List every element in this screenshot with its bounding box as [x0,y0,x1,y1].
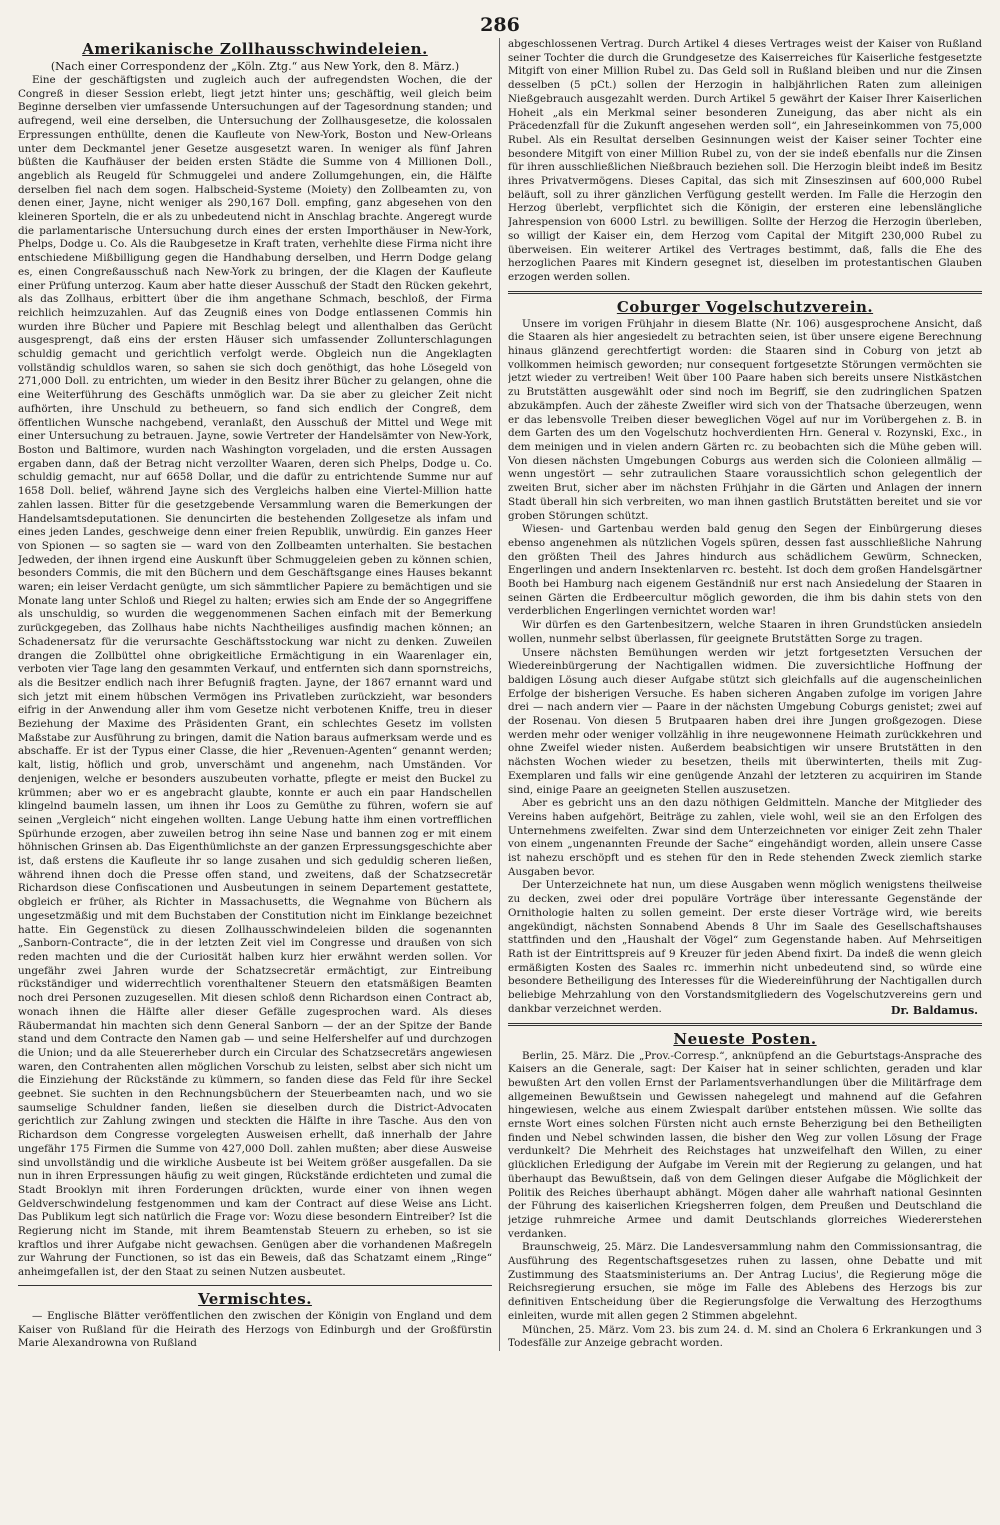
article-paragraph: Wiesen- und Gartenbau werden bald genug den Segen der Einbürgerung dieses ebenso angenehmen als nützlichen Vogels spüren, dessen fast ausschließliche Nahrung den größten Theil des Jahres hindurch aus schädlichem Gewürm, Schnecken, Engerlingen und andern Insektenlarven rc. besteht. Ist doch dem großen Handelsgärtner Booth bei Hamburg nach eigenem Geständniß nur erst nach Ansiedelung der Staaren in seinen Gärten die Erdbeercultur möglich geworden, die ihm bis dahin stets von den verderblichen Engerlingen vernichtet worden war! [508,523,982,618]
article-paragraph: Unsere nächsten Bemühungen werden wir jetzt fortgesetzten Versuchen der Wiedereinbürgerung der Nachtigallen widmen. Die zuversichtliche Hoffnung der baldigen Lösung auch dieser Aufgabe stützt sich gleichfalls auf die augenscheinlichen Erfolge der bisherigen Versuche. Es haben sicheren Angaben zufolge im vorigen Jahre drei — nach andern vier — Paare in der nächsten Umgebung Coburgs genistet; zwei auf der Rosenau. Von diesen 5 Brutpaaren haben drei ihre Jungen großgezogen. Diese werden mehr oder weniger vollzählig in ihre neugewonnene Heimath zurückkehren und ohne Zweifel wieder nisten. Außerdem beabsichtigen wir unsere Brutstätten in den nächsten Wochen wieder zu besetzen, theils mit überwinterten, theils mit Zug-Exemplaren und falls wir eine genügende Anzahl der letzteren zu acquiriren im Stande sind, einige Paare an geeigneten Stellen auszusetzen. [508,646,982,796]
signature: Dr. Baldamus. [890,1003,978,1017]
news-item-muenchen: München, 25. März. Vom 23. bis zum 24. d. M. sind an Cholera 6 Erkrankungen und 3 Todesfälle zur Anzeige gebracht worden. [508,1323,982,1350]
article-dateline: (Nach einer Correspondenz der „Köln. Ztg.“ aus New York, den 8. März.) [50,60,460,73]
left-column [18,38,500,1351]
article-paragraph: Wir dürfen es den Gartenbesitzern, welche Staaren in ihren Grundstücken ansiedeln wollen, nunmehr selbst überlassen, für geeignete Brutstätten Sorge zu tragen. [508,619,982,645]
article-title-vermischtes: Vermischtes. [198,1289,312,1308]
divider [508,291,982,294]
continued-paragraph: abgeschlossenen Vertrag. Durch Artikel 4 dieses Vertrages weist der Kaiser von Rußland seiner Tochter die durch die Grundgesetze des Kaiserreiches für Kaiserliche festgesetzte Mitgift von einer Million Rubel zu. Das Geld soll in Rußland bleiben und nur die Zinsen desselben (5 pCt.) sollen der Herzogin in halbjährlichen Raten zum alleinigen Nießgebrauch ausgezahlt werden. Durch Artikel 5 gewährt der Kaiser Ihrer Kaiserlichen Hoheit „als ein Merkmal seiner besonderen Zuneigung, das aber nicht als ein Präcedenzfall für die Zukunft angesehen werden soll“, ein Jahreseinkommen von 75,000 Rubel. Als ein Resultat derselben Gesinnungen weist der Kaiser seiner Tochter eine besondere Mitgift von einer Million Rubel zu, von der sie indeß ebenfalls nur die Zinsen für ihren ausschließlichen Nießbrauch beziehen soll. Die Herzogin bleibt indeß im Besitz ihres Privatvermögens. Dieses Capital, das sich mit Zinseszinsen auf 600,000 Rubel beläuft, soll zu ihrer gänzlichen Verfügung gestellt werden. Im Falle die Herzogin den Herzog überlebt, verpflichtet sich die Königin, der ersteren eine lebenslängliche Jahrespension von 6000 Lstrl. zu bewilligen. Sollte der Herzog die Herzogin überleben, so willigt der Kaiser ein, dem Herzog vom Capital der Mitgift 230,000 Rubel zu überweisen. Ein weiterer Artikel des Vertrages bestimmt, daß, falls die Ehe des herzoglichen Paares mit Kindern gesegnet ist, dieselben im protestantischen Glauben erzogen werden sollen. [508,38,982,283]
article-title-neueste-posten: Neueste Posten. [673,1029,817,1048]
article-paragraph: — Englische Blätter veröffentlichen den zwischen der Königin von England und dem Kaiser von Rußland für die Heirath des Herzogs von Edinburgh und der Großfürstin Marie Alexandrowna von Rußland [18,1309,492,1350]
columns [18,38,982,1351]
news-item-braunschweig: Braunschweig, 25. März. Die Landesversammlung nahm den Commissionsantrag, die Ausführung des Regentschaftsgesetzes ruhen zu lassen, ohne Debatte und mit Zustimmung des Staatsministeriums an. Der Antrag Lucius', die Regierung möge die Reichsregierung ersuchen, sie möge im Falle des Ablebens des Herzogs bis zur definitiven Entscheidung über die Regierungsfolge die Verwaltung des Herzogthums einleiten, wurde mit allen gegen 2 Stimmen abgelehnt. [508,1241,982,1322]
article-paragraph: Eine der geschäftigsten und zugleich auch der aufregendsten Wochen, die der Congreß in dieser Session erlebt, liegt jetzt hinter uns; geschäftig, weil gleich beim Beginne derselben vier umfassende Untersuchungen auf der Tagesordnung standen; und aufregend, weil eine derselben, die Untersuchung der Zollhausgesetze, die kolossalen Erpressungen enthüllte, denen die Kaufleute von New-York, Boston und New-Orleans unter dem Deckmantel jener Gesetze ausgesetzt waren. In weniger als fünf Jahren büßten die Kaufhäuser der beiden ersten Städte die Summe von 4 Millionen Doll., angeblich als Reugeld für Schmuggelei und andere Zollumgehungen, ein, die Hälfte derselben fiel nach dem sogen. Halbscheid-Systeme (Moiety) den Zollbeamten zu, von denen einer, Jayne, nicht weniger als 290,167 Doll. empfing, ganz abgesehen von den kleineren Sporteln, die er als zu unbedeutend nicht in Anschlag brachte. Angeregt wurde die parlamentarische Untersuchung durch eines der ersten Importhäuser in New-York, Phelps, Dodge u. Co. Als die Raubgesetze in Kraft traten, verhehlte diese Firma nicht ihre entschiedene Mißbilligung gegen die Handhabung derselben, und Herrn Dodge gelang es, einen Congreßausschuß nach New-York zu bringen, der die Klagen der Kaufleute einer Prüfung unterzog. Kaum aber hatte dieser Ausschuß der Stadt den Rücken gekehrt, als das Zollhaus, erbittert über die ihm angethane Schmach, beschloß, der Firma reichlich heimzuzahlen. Auf das Zeugniß eines von Dodge entlassenen Commis hin wurden ihre Bücher und Papiere mit Beschlag belegt und allenthalben das Gerücht ausgesprengt, daß eins der ersten Häuser sich umfassender Zollunterschlagungen schuldig gemacht und gerichtlich verfolgt werde. Obgleich nun die Angeklagten vollständig schuldlos waren, so sahen sie sich doch genöthigt, das hohe Lösegeld von 271,000 Doll. zu entrichten, um wieder in den Besitz ihrer Bücher zu gelangen, ohne die eine Weiterführung des Geschäfts unmöglich war. Da sie aber zu gleicher Zeit nicht aufhörten, ihre Unschuld zu betheuern, so fand sich endlich der Congreß, dem öffentlichen Wunsche nachgebend, veranlaßt, den Ausschuß der Mittel und Wege mit einer Untersuchung zu betrauen. Jayne, sowie Vertreter der Handelsämter von New-York, Boston und Baltimore, wurden nach Washington vorgeladen, und die ersten Aussagen ergaben dann, daß der Betrag nicht verzollter Waaren, deren sich Phelps, Dodge u. Co. schuldig gemacht, nur auf 6658 Dollar, und die dafür zu entrichtende Summe nur auf 1658 Doll. belief, während Jayne sich des Vergleichs halben eine Viertel-Million hatte zahlen lassen. Bitter für die gesetzgebende Versammlung waren die Bemerkungen der Handelsamtsdeputationen. Sie denuncirten die bestehenden Zollgesetze als infam und eines jeden Landes, geschweige denn einer freien Republik, unwürdig. Ein ganzes Heer von Spionen — so sagten sie — ward von den Zollbeamten unterhalten. Sie bestachen Jedweden, der ihnen irgend eine Auskunft über Schmuggeleien geben zu können schien, besonders Commis, die mit den Büchern und dem Geschäftsgange eines Hauses bekannt waren; ein leiser Verdacht genügte, um sich sämmtlicher Papiere zu bemächtigen und sie Monate lang unter Schloß und Riegel zu halten; erwies sich am Ende der so Angegriffene als unschuldig, so wurden die weggenommenen Sachen einfach mit der Bemerkung zurückgegeben, das Zollhaus habe nichts Nachtheiliges ausfindig machen können; an Schadenersatz für die verursachte Geschäftsstockung war nicht zu denken. Zuweilen drangen die Zollbüttel ohne obrigkeitliche Ermächtigung in ein Waarenlager ein, verboten vier Tage lang den gesammten Verkauf, und entfernten sich dann spornstreichs, als die Besitzer endlich nach ihrer Befugniß fragten. Jayne, der 1867 ernannt ward und sich jetzt mit einem hübschen Vermögen ins Privatleben zurückzieht, war besonders eifrig in der Anwendung aller ihm vom Gesetze nicht verbotenen Kniffe, treu in dieser Beziehung der Maxime des Präsidenten Grant, ein schlechtes Gesetz im vollsten Maßstabe zur Ausführung zu bringen, damit die Nation baraus aufmerksam werde und es abschaffe. Er ist der Typus einer Classe, die hier „Revenuen-Agenten“ genannt werden; kalt, listig, höflich und grob, unverschämt und angenehm, nach Umständen. Vor denjenigen, welche er besonders auszubeuten vorhatte, pflegte er meist den Buckel zu krümmen; aber wo er es angebracht glaubte, konnte er auch ein paar Handschellen klingelnd baumeln lassen, um ihnen ihr Loos zu Gemüthe zu führen, wofern sie auf seinen „Vergleich“ nicht eingehen wollten. Lange Uebung hatte ihm einen vortrefflichen Spürhunde erzogen, aber zuweilen betrog ihn seine Nase und bannen zog er mit einem höhnischen Grinsen ab. Das Eigenthümlichste an der ganzen Erpressungsgeschichte aber ist, daß erstens die Kaufleute ihr so lange zusahen und sich geduldig scheren ließen, während ihnen doch die Presse offen stand, und zweitens, daß der Schatzsecretär Richardson diese Confiscationen und Ausbeutungen in seinem Departement gestattete, obgleich er früher, als Richter in Massachusetts, die Wegnahme von Büchern als ungesetzmäßig und mit dem Buchstaben der Constitution nicht im Einklange bezeichnet hatte. Ein Gegenstück zu diesen Zollhausschwindeleien bilden die sogenannten „Sanborn-Contracte“, die in der letzten Zeit viel im Congresse und draußen von sich reden machten und die der Curiosität halben kurz hier erwähnt werden sollen. Vor ungefähr zwei Jahren wurde der Schatzsecretär ermächtigt, zur Eintreibung rückständiger und widerrechtlich vorenthaltener Steuern den etatsmäßigen Beamten noch drei Personen zuzugesellen. Mit diesen schloß denn Richardson einen Contract ab, wonach ihnen die Hälfte aller dieser Gefälle zugesprochen ward. Als dieses Räubermandat hin machten sich denn General Sanborn — der an der Spitze der Bande stand und dem Contracte den Namen gab — und seine Helfershelfer auf und durchzogen die Union; und da alle Steuererheber durch ein Circular des Schatzsecretärs angewiesen waren, den Contrahenten allen möglichen Vorschub zu leisten, selbst aber sich nicht um die Einziehung der Rückstände zu kümmern, so fanden diese das Feld für ihre Seckel geebnet. Sie suchten in den Rechnungsbüchern der Steuerbeamten nach, und wo sie saumselige Schuldner fanden, ließen sie dieselben durch die District-Advocaten gerichtlich zur Zahlung zwingen und steckten die Hälfte in ihre Tasche. Aus den von Richardson dem Congresse vorgelegten Ausweisen erhellt, daß innerhalb der Jahre ungefähr 175 Firmen die Summe von 427,000 Doll. zahlen mußten; aber diese Ausweise sind unvollständig und die wirkliche Ausbeute ist bei Weitem größer ausgefallen. Da sie nun in ihren Erpressungen häufig zu weit gingen, Rückstände erdichteten und zumal die Stadt Brooklyn mit ihren Forderungen drückten, wurde einer von ihnen wegen Geldverschwindelung festgenommen und kam der Contract auf diese Weise ans Licht. Das Publikum legt sich natürlich die Frage vor: Wozu diese besondern Eintreiber? Ist die Regierung nicht im Stande, mit ihrem Beamtenstab Steuern zu erheben, so ist sie kraftlos und ihrer Aufgabe nicht gewachsen. Genügen aber die vorhandenen Maßregeln zur Wahrung der Functionen, so ist das ein Beweis, daß das Schatzamt einem „Ringe“ anheimgefallen ist, der den Staat zu seinen Nutzen ausbeutet. [18,74,492,1279]
article-paragraph: Unsere im vorigen Frühjahr in diesem Blatte (Nr. 106) ausgesprochene Ansicht, daß die Staaren als hier angesiedelt zu betrachten seien, ist über unsere eigene Berechnung hinaus glänzend gerechtfertigt worden: die Staaren sind in Coburg von jetzt ab vollkommen heimisch geworden; nur consequent fortgesetzte Störungen vermöchten sie jetzt wieder zu vertreiben! Weit über 100 Paare haben sich bereits unsere Nistkästchen zu Brutstätten ausgewählt oder sind noch im Begriff, sie den zudringlichen Spatzen abzukämpfen. Auch der zäheste Zweifler wird sich von der Thatsache überzeugen, wenn er das lebensvolle Treiben dieser beweglichen Vögel auf nur im Vorübergehen z. B. in dem Garten des um den Vogelschutz hochverdienten Hrn. General v. Rozynski, Exc., in dem meinigen und in vielen andern Gärten rc. zu beobachten sich die Mühe geben will. Von diesen nächsten Umgebungen Coburgs aus werden sich die Colonieen allmälig — wenn ungestört — sehr zutraulichen Staare voraussichtlich schon gelegentlich der zweiten Brut, sicher aber im nächsten Frühjahr in die Gärten und Anlagen der innern Stadt überall hin sich verbreiten, wo man ihnen gastlich Brutstätten bereitet und sie vor groben Störungen schützt. [508,317,982,522]
page-number: 286 [480,14,520,36]
divider [508,1023,982,1026]
article-paragraph: Der Unterzeichnete hat nun, um diese Ausgaben wenn möglich wenigstens theilweise zu decken, zwei oder drei populäre Vorträge über interessante Gegenstände der Ornithologie halten zu sollen gemeint. Der erste dieser Vorträge wird, wie bereits angekündigt, nächsten Sonnabend Abends 8 Uhr im Saale des Gesellschaftshauses stattfinden und den „Haushalt der Vögel“ zum Gegenstande haben. Auf Mehrseitigen Rath ist der Eintrittspreis auf 9 Kreuzer für jeden Abend fixirt. Da indeß die wenn gleich ermäßigten Kosten des Saales rc. immerhin nicht unbedeutend sind, so würde eine besondere Betheiligung des Interesses für die Wiedereinführung der Nachtigallen durch beliebige Mehrzahlung von den Vorstandsmitgliedern des Vogelschutzvereins gern und dankbar verzeichnet werden. [508,879,982,1015]
article-title-vogelschutz: Coburger Vogelschutzverein. [616,297,874,316]
divider [18,1285,492,1286]
right-column [508,38,982,1351]
news-item-berlin: Berlin, 25. März. Die „Prov.-Corresp.“, anknüpfend an die Geburtstags-Ansprache des Kaisers an die Generale, sagt: Der Kaiser hat in seiner schlichten, geraden und klar bewußten Art den vollen Ernst der Parlamentsverhandlungen über die Militärfrage dem allgemeinen Bewußtsein und Gewissen nahegelegt und mahnend auf die Gefahren hingewiesen, welche aus einem Zwiespalt darüber entstehen müssen. Wie sollte das ernste Wort eines solchen Fürsten nicht auch ernste Beherzigung bei den Betheiligten finden und Nebel schwinden lassen, die bisher den Weg zur vollen Lösung der Frage verdunkelt? Die Mehrheit des Reichstages hat unzweifelhaft den Willen, zu einer glücklichen Erledigung der Aufgabe im Verein mit der Regierung zu gelangen, und hat überhaupt das Bewußtsein, daß von dem Gelingen dieser Aufgabe die Möglichkeit der Politik des Reiches überhaupt abhängt. Mögen daher alle wahrhaft national Gesinnten der Führung des kaiserlichen Kriegsherren folgen, dem Preußen und Deutschland die jetzige ruhmreiche Armee und damit Deutschlands glorreiches Wiedererstehen verdanken. [508,1049,982,1240]
article-paragraph: Aber es gebricht uns an den dazu nöthigen Geldmitteln. Manche der Mitglieder des Vereins haben aufgehört, Beiträge zu zahlen, viele wohl, weil sie an den Erfolgen des Unternehmens zweifelten. Zwar sind dem Unterzeichneten vor einiger Zeit zehn Thaler von einem „ungenannten Freunde der Sache“ eingehändigt worden, allein unsere Casse ist nahezu erschöpft und es stehen für den in Rede stehenden Zweck ziemlich starke Ausgaben bevor. [508,797,982,878]
article-title-zollhaus: Amerikanische Zollhausschwindeleien. [82,40,428,58]
